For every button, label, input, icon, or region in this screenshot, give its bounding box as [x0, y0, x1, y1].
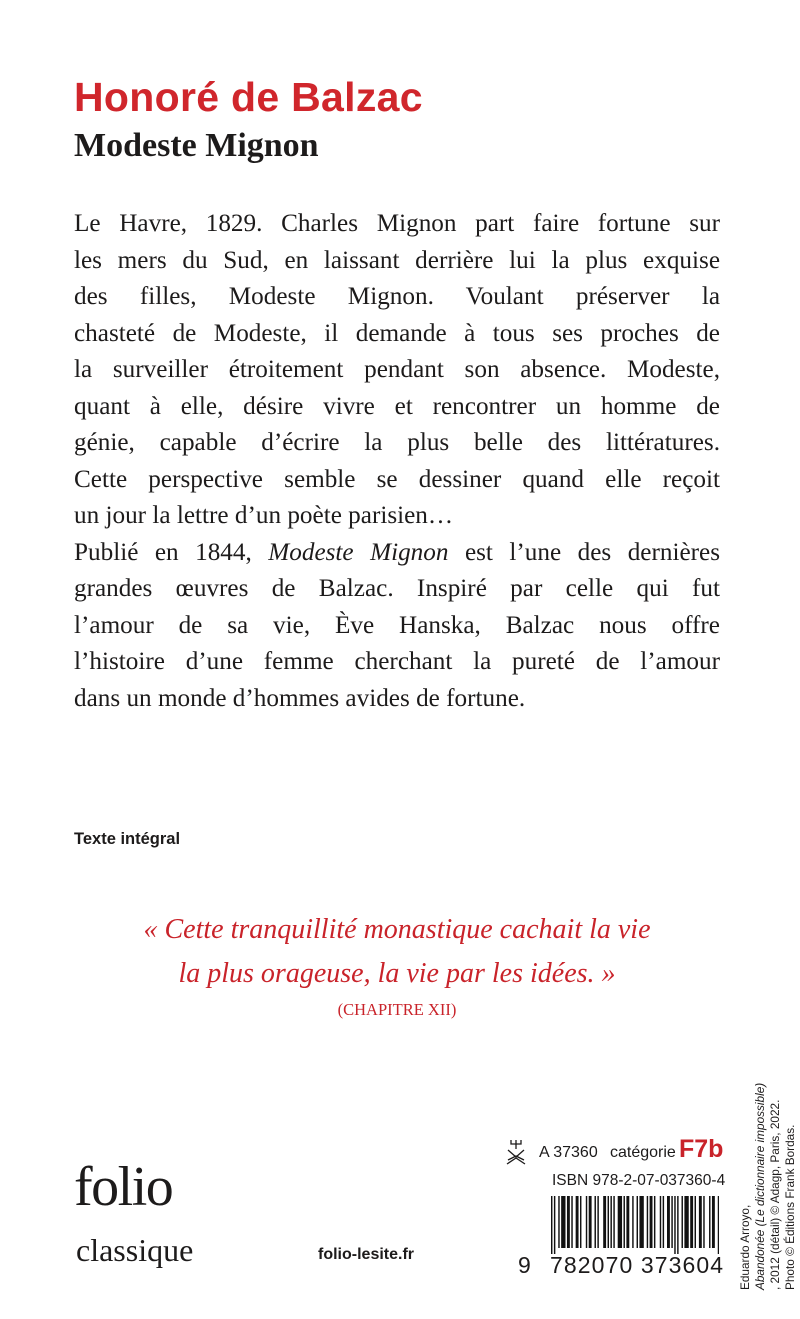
summary-line: l’amour de sa vie, Ève Hanska, Balzac nous offre — [74, 611, 720, 639]
summary-line: Le Havre, 1829. Charles Mignon part faire fortune sur — [74, 210, 720, 237]
barcode-bar — [699, 1196, 702, 1248]
barcode-bar — [682, 1196, 683, 1248]
credit-artwork-title: Abandonée (Le dictionnaire impossible) — [753, 1082, 767, 1290]
barcode-bar — [660, 1196, 661, 1248]
quote-line: la plus orageuse, la vie par les idées. » — [178, 958, 616, 989]
barcode-bar — [667, 1196, 670, 1248]
category-code: F7b — [679, 1135, 724, 1163]
barcode-bar — [580, 1196, 581, 1248]
barcode-bar — [712, 1196, 715, 1248]
credit-photo-line: Photo © Éditions Frank Bordas. — [783, 1124, 797, 1290]
isbn-number: ISBN 978-2-07-037360-4 — [552, 1172, 726, 1189]
barcode-bar — [558, 1196, 559, 1248]
book-title: Modeste Mignon — [74, 127, 319, 164]
barcode-bar — [567, 1196, 570, 1248]
barcode-bar — [626, 1196, 629, 1248]
summary-text: Publié en 1844, — [74, 538, 269, 566]
summary-line: la surveiller étroitement pendant son absence. Modeste, — [74, 356, 720, 383]
barcode-bar — [618, 1196, 622, 1248]
barcode-bar — [608, 1196, 609, 1248]
barcode-bar — [551, 1196, 552, 1254]
folio-logo: folio — [74, 1156, 173, 1218]
barcode-bar — [571, 1196, 572, 1248]
summary-line: un jour la lettre d’un poète parisien… — [74, 502, 454, 529]
collection-name: classique — [76, 1232, 194, 1268]
barcode-bar — [561, 1196, 565, 1248]
barcode-bar — [597, 1196, 598, 1248]
barcode-bar — [695, 1196, 696, 1248]
barcode-bar — [703, 1196, 704, 1248]
pull-quote — [74, 908, 720, 996]
book-title-italic: Modeste Mignon — [268, 538, 449, 566]
author-name: Honoré de Balzac — [74, 74, 423, 120]
credit-artist: Eduardo Arroyo, — [738, 1204, 752, 1290]
summary-line: Cette perspective semble se dessiner quand elle reçoit — [74, 465, 720, 493]
summary-line: les mers du Sud, en laissant derrière lui la plus exquise — [74, 246, 720, 274]
summary-text: est l’une des dernières — [448, 538, 720, 566]
cover-image-credit — [738, 730, 798, 1290]
summary-line: quant à elle, désire vivre et rencontrer un homme de — [74, 392, 720, 420]
quote-line: « Cette tranquillité monastique cachait la vie — [143, 914, 651, 945]
summary-line: dans un monde d’hommes avides de fortune. — [74, 684, 526, 712]
barcode-bar — [684, 1196, 688, 1248]
barcode — [550, 1196, 720, 1254]
barcode-bar — [677, 1196, 678, 1254]
barcode-digits: 782070 373604 — [550, 1252, 725, 1278]
summary-line: génie, capable d’écrire la plus belle des littératures. — [74, 429, 720, 456]
barcode-first-digit: 9 — [518, 1252, 531, 1278]
barcode-bar — [663, 1196, 664, 1248]
credit-line — [738, 730, 783, 1290]
barcode-bar — [586, 1196, 587, 1248]
barcode-bar — [632, 1196, 633, 1248]
integral-text-label: Texte intégral — [74, 830, 181, 848]
barcode-bar — [589, 1196, 592, 1248]
website-link[interactable]: folio-lesite.fr — [318, 1246, 415, 1263]
barcode-bar — [595, 1196, 596, 1248]
barcode-bar — [639, 1196, 643, 1248]
barcode-bar — [576, 1196, 579, 1248]
summary-line-publication — [74, 535, 720, 572]
barcode-bar — [554, 1196, 555, 1254]
summary-line: des filles, Modeste Mignon. Voulant préserver la — [74, 283, 720, 310]
barcode-bar — [674, 1196, 675, 1254]
credit-details: , 2012 (détail) © Adagp, Paris, 2022. — [768, 1099, 782, 1290]
category-label: catégorie — [610, 1144, 676, 1161]
summary-line: chasteté de Modeste, il demande à tous ses proches de — [74, 319, 720, 347]
barcode-bar — [718, 1196, 719, 1254]
barcode-bar — [709, 1196, 710, 1248]
quote-source: (CHAPITRE XII) — [337, 1000, 457, 1019]
barcode-bar — [603, 1196, 606, 1248]
barcode-bar — [610, 1196, 611, 1248]
barcode-bar — [613, 1196, 614, 1248]
back-cover-summary — [74, 206, 720, 717]
catalog-code: A 37360 — [539, 1144, 598, 1161]
barcode-bar — [637, 1196, 638, 1248]
barcode-bar — [671, 1196, 672, 1248]
barcode-bar — [690, 1196, 693, 1248]
summary-line: grandes œuvres de Balzac. Inspiré par celle qui fut — [74, 575, 720, 602]
barcode-bar — [624, 1196, 625, 1248]
summary-line: l’histoire d’une femme cherchant la pureté de l’amour — [74, 648, 720, 675]
publisher-emblem-icon — [505, 1138, 527, 1166]
barcode-bar — [647, 1196, 648, 1248]
barcode-bar — [654, 1196, 655, 1248]
barcode-bar — [650, 1196, 653, 1248]
